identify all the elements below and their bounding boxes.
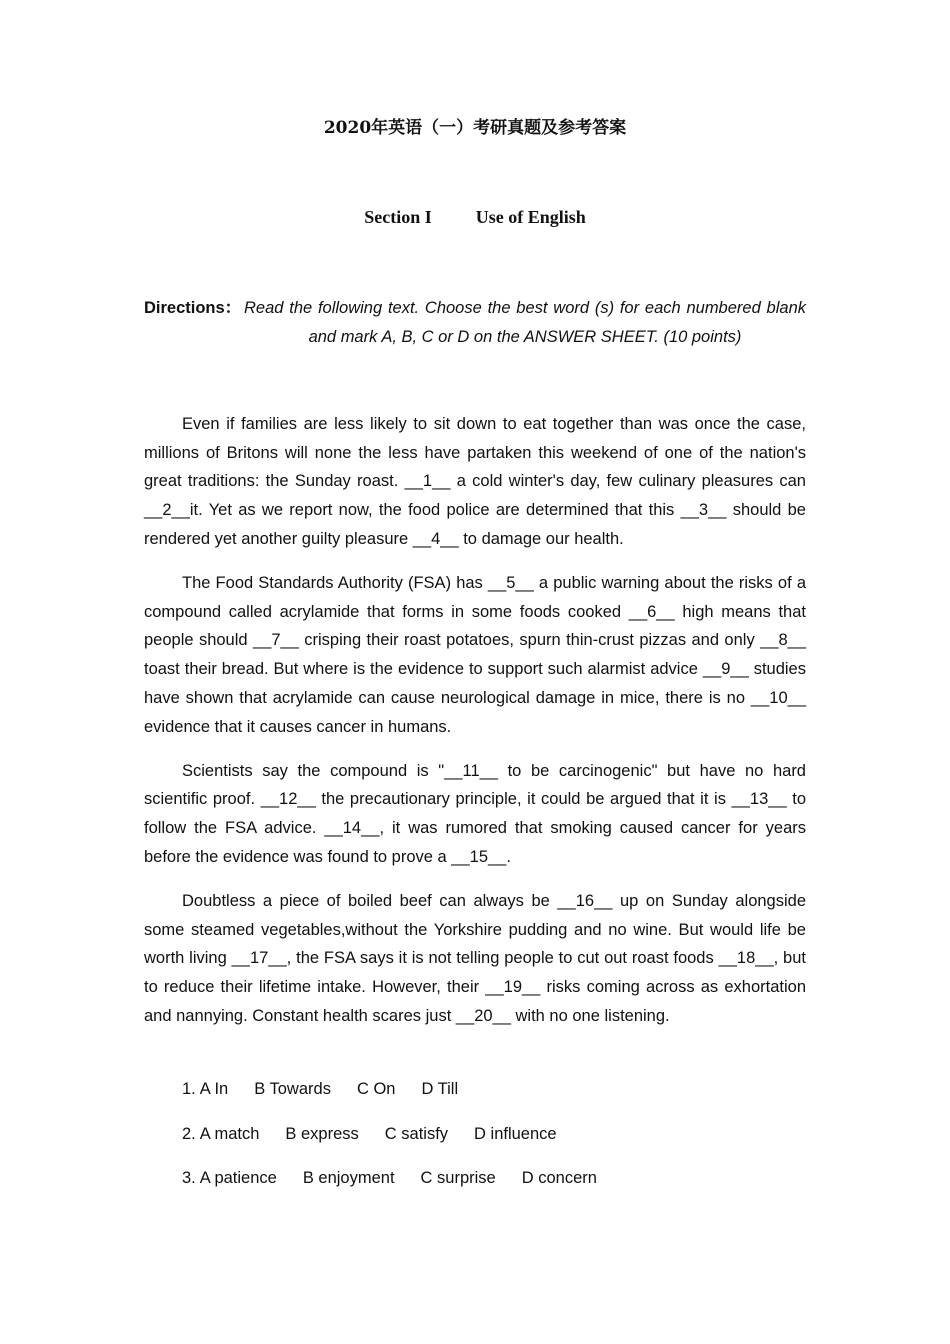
- passage: [144, 410, 806, 1046]
- option-a: A match: [199, 1125, 260, 1143]
- option-b: B Towards: [254, 1080, 331, 1098]
- directions-text: Read the following text. Choose the best word (s) for each numbered blank and mark A, B, C or D on the ANSWER SHEET. (10 points): [244, 299, 806, 346]
- question-2-options: [182, 1120, 583, 1148]
- page-title: [0, 116, 950, 140]
- section-name: Use of English: [475, 207, 586, 227]
- title-year: 2020: [323, 118, 372, 138]
- option-b: B express: [285, 1125, 359, 1143]
- option-b: B enjoyment: [302, 1169, 395, 1187]
- option-c: C surprise: [420, 1169, 496, 1187]
- option-a: A patience: [199, 1169, 277, 1187]
- question-3-options: [182, 1164, 623, 1192]
- passage-paragraph: Even if families are less likely to sit down to eat together than was once the case, millions of Britons will none the less have partaken this weekend of one of the nation's great traditions: the Sunday roast. __1__ a cold winter's day, few culinary pleasures can __2__it. Yet as we report now, the food police are determined that this __3__ should be rendered yet another guilty pleasure __4__ to damage our health.: [144, 415, 806, 548]
- section-number: Section I: [364, 207, 432, 227]
- option-a: A In: [199, 1080, 229, 1098]
- passage-paragraph: The Food Standards Authority (FSA) has __5__ a public warning about the risks of a compound called acrylamide that forms in some foods cooked __6__ high means that people should __7__ crisping their roast potatoes, spurn thin-crust pizzas and only __8__ toast their bread. But where is the evidence to support such alarmist advice __9__ studies have shown that acrylamide can cause neurological damage in mice, there is no __10__ evidence that it causes cancer in humans.: [144, 574, 806, 736]
- question-1-options: [182, 1075, 484, 1103]
- section-heading: [0, 205, 950, 229]
- option-d: D influence: [474, 1125, 557, 1143]
- question-number: 1.: [182, 1080, 196, 1098]
- question-number: 2.: [182, 1125, 196, 1143]
- option-d: D concern: [521, 1169, 597, 1187]
- question-number: 3.: [182, 1169, 196, 1187]
- title-text: 年英语（一）考研真题及参考答案: [371, 118, 627, 138]
- option-d: D Till: [421, 1080, 459, 1098]
- directions-label: Directions：: [144, 299, 242, 317]
- option-c: C On: [356, 1080, 396, 1098]
- option-c: C satisfy: [384, 1125, 449, 1143]
- passage-paragraph: Scientists say the compound is "__11__ to be carcinogenic" but have no hard scientific proof. __12__ the precautionary principle, it could be argued that it is __13__ to follow the FSA advice. __14__, it was rumored that smoking caused cancer for years before the evidence was found to prove a __15__.: [144, 761, 806, 866]
- directions: [144, 294, 806, 351]
- passage-paragraph: Doubtless a piece of boiled beef can always be __16__ up on Sunday alongside some steamed vegetables,without the Yorkshire pudding and no wine. But would life be worth living __17__, the FSA says it is not telling people to cut out roast foods __18__, but to reduce their lifetime intake. However, their __19__ risks coming across as exhortation and nannying. Constant health scares just __20__ with no one listening.: [144, 892, 806, 1025]
